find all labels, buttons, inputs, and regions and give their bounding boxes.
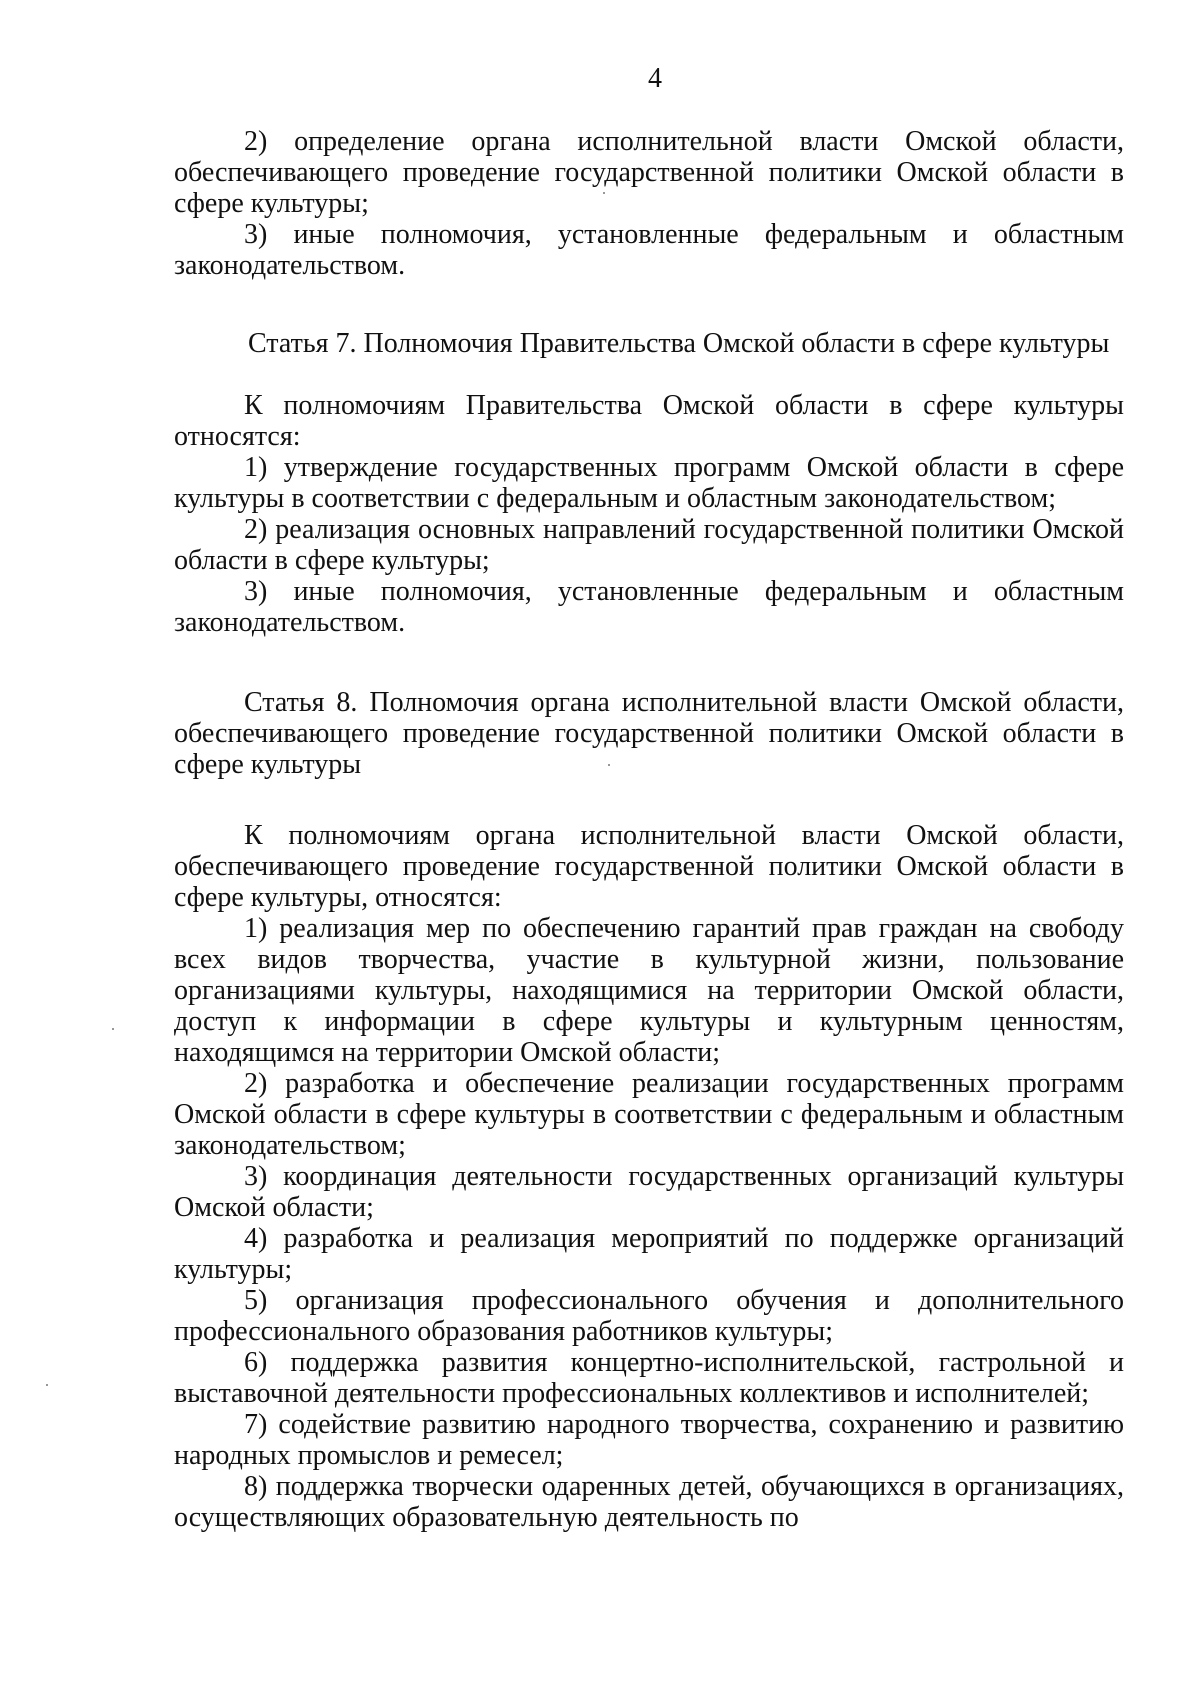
article8-heading: Статья 8. Полномочия органа исполнительной власти Омской области, обеспечивающего проведение государственной политики Омской области в сфере культуры <box>174 687 1124 780</box>
list-item: 1) утверждение государственных программ Омской области в сфере культуры в соответствии с федеральным и областным законодательством; <box>174 452 1124 514</box>
scan-speck <box>603 192 605 194</box>
article7-heading: Статья 7. Полномочия Правительства Омской области в сфере культуры <box>248 328 1110 359</box>
scan-speck <box>112 1028 114 1030</box>
list-item: 5) организация профессионального обучения и дополнительного профессионального образования работников культуры; <box>174 1285 1124 1347</box>
list-item: 2) разработка и обеспечение реализации государственных программ Омской области в сфере культуры в соответствии с федеральным и областным законодательством; <box>174 1068 1124 1161</box>
list-item: 1) реализация мер по обеспечению гарантий прав граждан на свободу всех видов творчества, участие в культурной жизни, пользование организациями культуры, находящимися на территории Омской области, доступ к информации в сфере культуры и культурным ценностям, находящимся на территории Омской области; <box>174 913 1124 1068</box>
list-item: 3) координация деятельности государственных организаций культуры Омской области; <box>174 1161 1124 1223</box>
list-item: 6) поддержка развития концертно-исполнительской, гастрольной и выставочной деятельности профессиональных коллективов и исполнителей; <box>174 1347 1124 1409</box>
list-item: 2) определение органа исполнительной власти Омской области, обеспечивающего проведение государственной политики Омской области в сфере культуры; <box>174 126 1124 219</box>
list-item: 8) поддержка творчески одаренных детей, обучающихся в организациях, осуществляющих образовательную деятельность по <box>174 1471 1124 1533</box>
scan-speck <box>608 764 610 766</box>
page-number: 4 <box>648 63 662 94</box>
article8-heading-block <box>174 687 1124 780</box>
list-item: 4) разработка и реализация мероприятий по поддержке организаций культуры; <box>174 1223 1124 1285</box>
list-item: 3) иные полномочия, установленные федеральным и областным законодательством. <box>174 576 1124 638</box>
list-item: 2) реализация основных направлений государственной политики Омской области в сфере культуры; <box>174 514 1124 576</box>
scan-speck <box>46 1384 48 1386</box>
article8-intro: К полномочиям органа исполнительной власти Омской области, обеспечивающего проведение государственной политики Омской области в сфере культуры, относятся: <box>174 820 1124 913</box>
list-item: 3) иные полномочия, установленные федеральным и областным законодательством. <box>174 219 1124 281</box>
article7-intro: К полномочиям Правительства Омской области в сфере культуры относятся: <box>174 390 1124 452</box>
article7-heading-block <box>174 328 1124 359</box>
list-item: 7) содействие развитию народного творчества, сохранению и развитию народных промыслов и ремесел; <box>174 1409 1124 1471</box>
article7-body <box>174 390 1124 638</box>
article8-body <box>174 820 1124 1533</box>
article6-items-continued <box>174 126 1124 281</box>
